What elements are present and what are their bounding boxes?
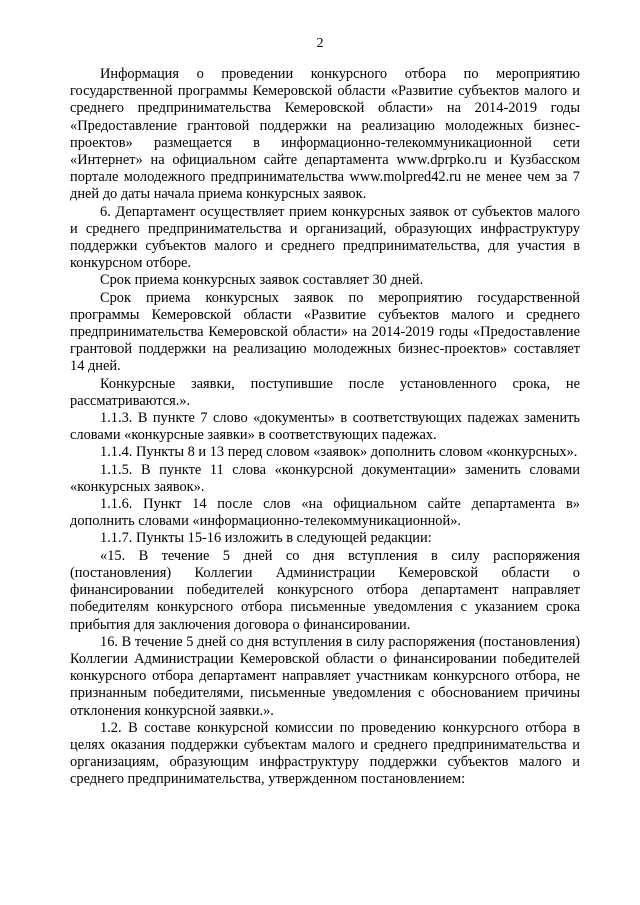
paragraph-competition-info: Информация о проведении конкурсного отбора по мероприятию государственной программы Кемеровской области «Развитие субъектов малого и среднего предпринимательства Кемеровской области» на 2014-2019 годы «Предоставление грантовой поддержки на реализацию молодежных бизнес-проектов» размещается в информационно-телекоммуникационной сети «Интернет» на официальном сайте департамента www.dprpko.ru и Кузбасском портале молодежного предпринимательства www.molpred42.ru не менее чем за 7 дней до даты начала приема конкурсных заявок.	[70, 66, 580, 203]
paragraph-1-1-5: 1.1.5. В пункте 11 слова «конкурсной документации» заменить словами «конкурсных заявок».	[70, 461, 580, 495]
paragraph-item-16: 16. В течение 5 дней со дня вступления в силу распоряжения (постановления) Коллегии Администрации Кемеровской области о финансировании победителей конкурсного отбора департамент направляет участникам конкурсного отбора, не признанным победителями, письменные уведомления с обоснованием причины отклонения конкурсной заявки.».	[70, 633, 580, 719]
paragraph-1-1-6: 1.1.6. Пункт 14 после слов «на официальном сайте департамента в» дополнить словами «информационно-телекоммуникационной».	[70, 496, 580, 530]
page-number: 2	[316, 36, 324, 51]
paragraph-item-15: «15. В течение 5 дней со дня вступления в силу распоряжения (постановления) Коллегии Администрации Кемеровской области о финансировании победителей конкурсного отбора департамент направляет победителям конкурсного отбора письменные уведомления с указанием срока прибытия для заключения договора о финансировании.	[70, 547, 580, 633]
paragraph-1-1-3: 1.1.3. В пункте 7 слово «документы» в соответствующих падежах заменить словами «конкурсные заявки» в соответствующих падежах.	[70, 410, 580, 444]
document-body	[70, 66, 580, 789]
paragraph-1-1-7: 1.1.7. Пункты 15-16 изложить в следующей редакции:	[100, 530, 432, 547]
paragraph-grant-application-period: Срок приема конкурсных заявок по мероприятию государственной программы Кемеровской области «Развитие субъектов малого и среднего предпринимательства Кемеровской области» на 2014-2019 годы «Предоставление грантовой поддержки на реализацию молодежных бизнес-проектов» составляет 14 дней.	[70, 289, 580, 375]
paragraph-1-1-4: 1.1.4. Пункты 8 и 13 перед словом «заявок» дополнить словом «конкурсных».	[100, 444, 578, 461]
paragraph-item-6: 6. Департамент осуществляет прием конкурсных заявок от субъектов малого и среднего предпринимательства и организаций, образующих инфраструктуру поддержки субъектов малого и среднего предпринимательства, для участия в конкурсном отборе.	[70, 203, 580, 272]
paragraph-application-period: Срок приема конкурсных заявок составляет 30 дней.	[100, 272, 424, 289]
paragraph-1-2: 1.2. В составе конкурсной комиссии по проведению конкурсного отбора в целях оказания поддержки субъектам малого и среднего предпринимательства и организациям, образующим инфраструктуру поддержки субъектов малого и среднего предпринимательства, утвержденном постановлением:	[70, 719, 580, 788]
paragraph-late-applications: Конкурсные заявки, поступившие после установленного срока, не рассматриваются.».	[70, 375, 580, 409]
